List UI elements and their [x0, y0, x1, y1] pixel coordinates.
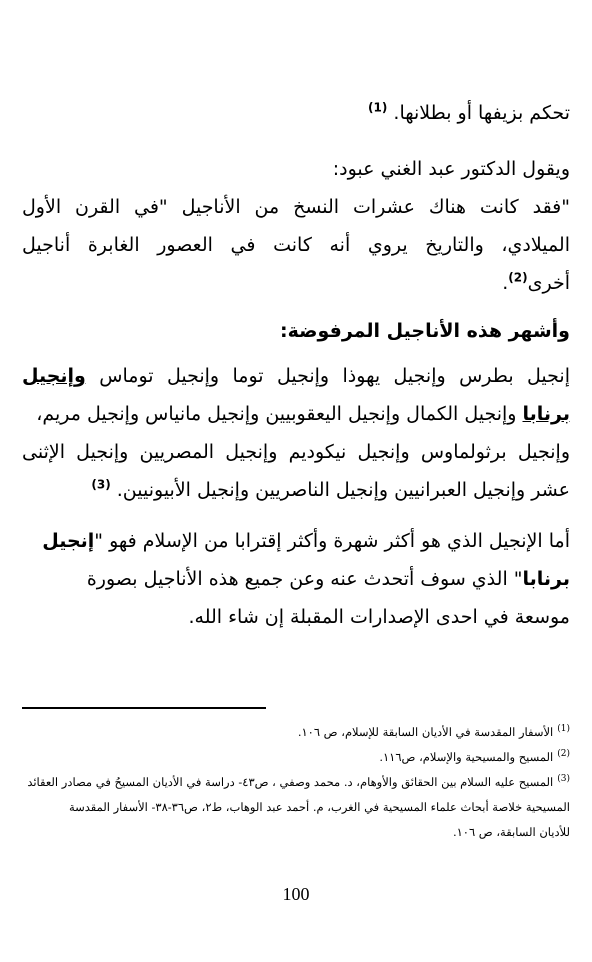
- footnote-text: المسيح والمسيحية والإسلام، ص١١٦.: [379, 750, 554, 764]
- text-line: [22, 94, 570, 132]
- barnabas-gospel-link: برنابا: [522, 403, 570, 425]
- footnote-number: (3): [557, 774, 570, 785]
- gospels-list-paragraph: [22, 357, 570, 509]
- text-span: إنجيل بطرس وإنجيل يهوذا وإنجيل توما وإنجيل توماس: [85, 365, 570, 387]
- text-span: " الذي سوف أتحدث عنه وعن جميع هذه الأناجيل بصورة: [86, 568, 523, 590]
- barnabas-paragraph: [22, 522, 570, 636]
- text-span: عشر وإنجيل العبرانيين وإنجيل الناصريين وإنجيل الأبيونيين.: [116, 479, 570, 501]
- page-number: 100: [282, 884, 310, 904]
- footnote-ref[interactable]: (3): [91, 477, 111, 492]
- text-line: ويقول الدكتور عبد الغني عبود:: [332, 158, 570, 180]
- text-span: أما الإنجيل الذي هو أكثر شهرة وأكثر إقترابا من الإسلام فهو ": [94, 530, 570, 552]
- text-line: [22, 471, 570, 509]
- footnote-item: [22, 770, 570, 795]
- quote-paragraph: [22, 150, 570, 302]
- text-span: تحكم بزيفها أو بطلانها.: [393, 102, 570, 124]
- text-line: [22, 357, 570, 395]
- text-line: الميلادي، والتاريخ يروي أنه كانت في العصور الغابرة أناجيل: [22, 234, 570, 256]
- footnote-continuation: للأديان السابقة، ص ١٠٦.: [452, 825, 570, 839]
- text-span: .: [502, 272, 509, 294]
- footnote-separator: [22, 707, 266, 709]
- footnote-number: (1): [557, 724, 570, 735]
- footnote-ref[interactable]: (2): [508, 270, 528, 285]
- text-line: [22, 522, 570, 560]
- footnote-item: [22, 745, 570, 770]
- footnotes: [22, 720, 570, 845]
- bold-span: برنابا: [522, 568, 570, 590]
- footnote-item: [22, 720, 570, 745]
- footnote-text: الأسفار المقدسة في الأديان السابقة للإسلام، ص ١٠٦.: [297, 725, 554, 739]
- text-span: أخرى: [527, 272, 570, 294]
- bold-span: إنجيل: [42, 530, 95, 552]
- text-line: موسعة في احدى الإصدارات المقبلة إن شاء الله.: [188, 606, 570, 628]
- text-line: [22, 560, 570, 598]
- text-line: وإنجيل برثولماوس وإنجيل نيكوديم وإنجيل المصريين وإنجيل الإثنى: [22, 441, 570, 463]
- footnote-number: (2): [557, 749, 570, 760]
- text-line: [22, 264, 570, 302]
- text-line: [22, 395, 570, 433]
- text-line: "فقد كانت هناك عشرات النسخ من الأناجيل "في القرن الأول: [22, 196, 570, 218]
- text-span: وإنجيل الكمال وإنجيل اليعقوبيين وإنجيل مانياس وإنجيل مريم،: [36, 403, 523, 425]
- footnote-continuation: المسيحية خلاصة أبحاث علماء المسيحية في الغرب، م. أحمد عبد الوهاب، ط٢، ص٣٦-٣٨- الأسفار المقدسة: [68, 800, 570, 814]
- section-heading: وأشهر هذه الأناجيل المرفوضة:: [280, 320, 570, 342]
- barnabas-gospel-link: وإنجيل: [22, 365, 86, 387]
- footnote-text: المسيح عليه السلام بين الحقائق والأوهام، د. محمد وصفي ، ص٤٣- دراسة في الأديان المسيحُ في مصادر العقائد: [27, 775, 554, 789]
- paragraph-continuation: [22, 94, 570, 132]
- footnote-ref[interactable]: (1): [368, 100, 388, 115]
